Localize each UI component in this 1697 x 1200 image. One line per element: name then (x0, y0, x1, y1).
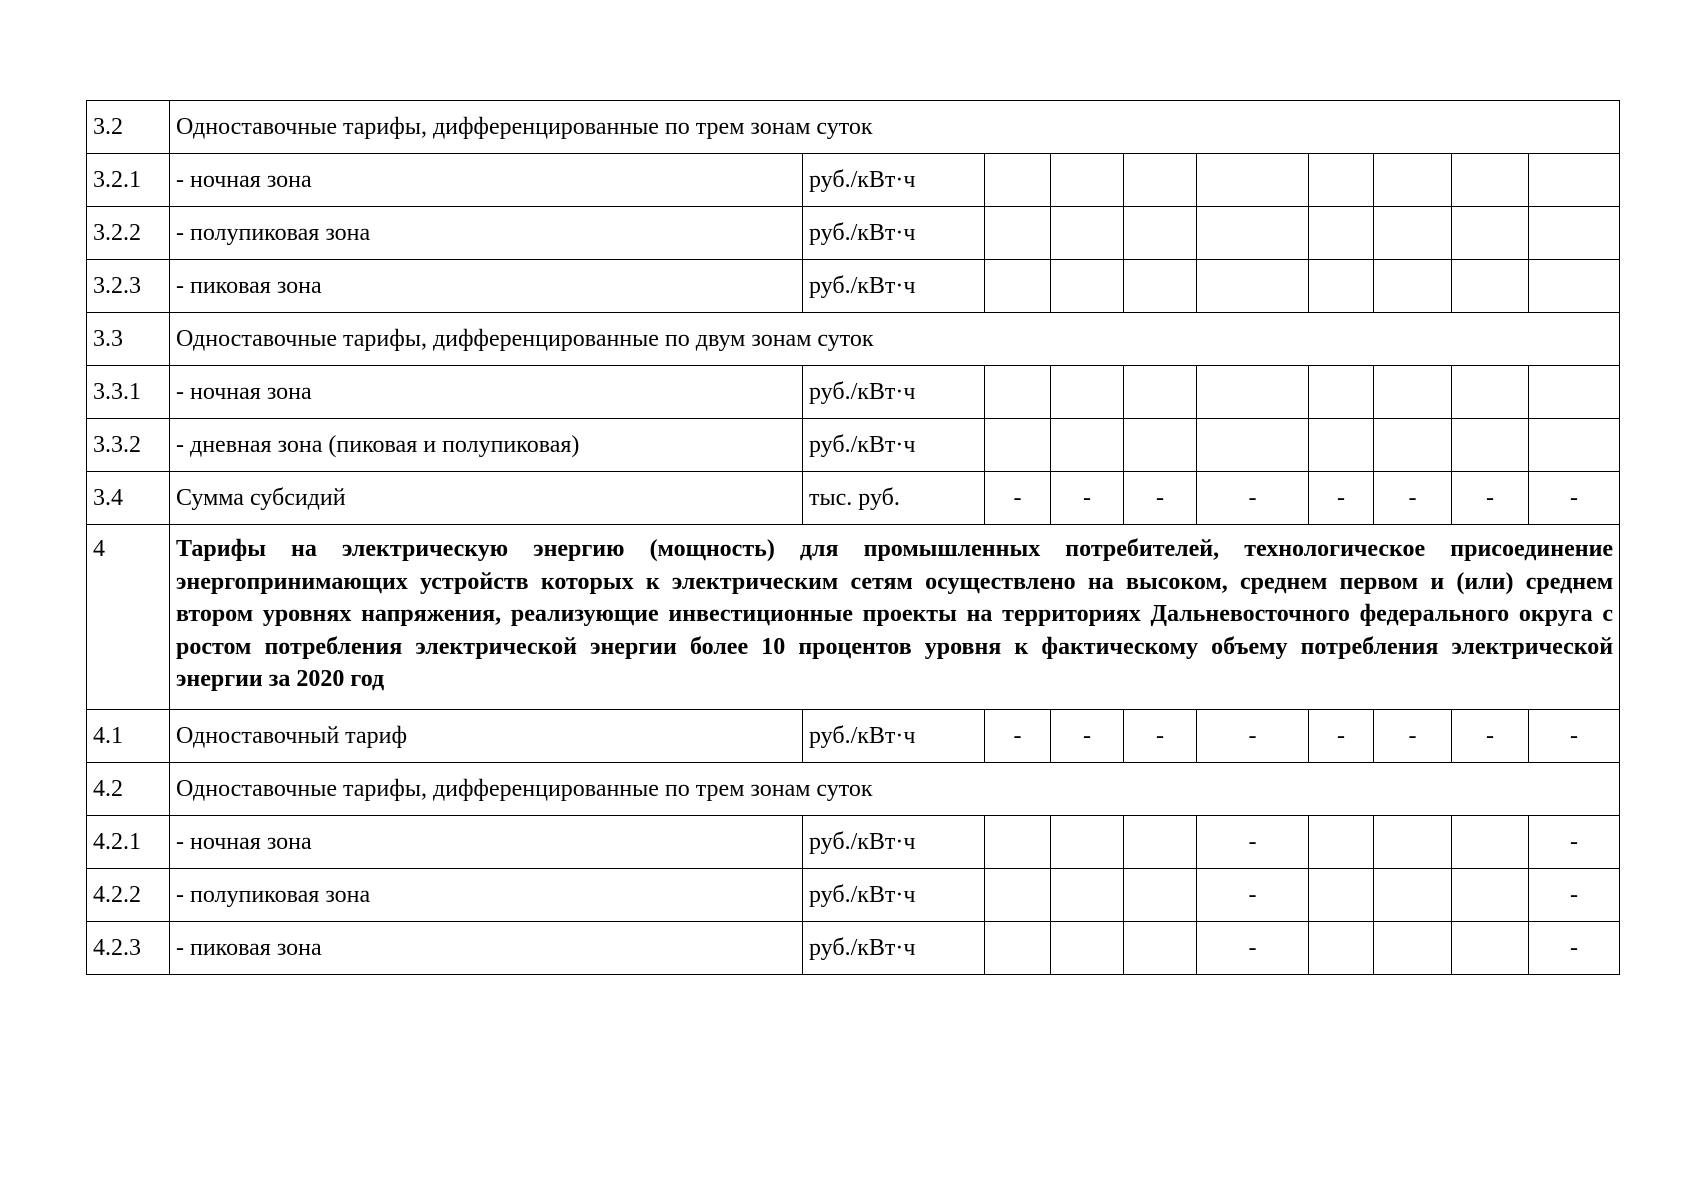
value-cell (1051, 154, 1124, 207)
value-cell (985, 366, 1051, 419)
value-cell (1374, 260, 1452, 313)
row-number: 3.3.2 (87, 419, 170, 472)
row-unit: руб./кВт·ч (803, 154, 985, 207)
table-row (87, 154, 1620, 207)
value-cell: - (1197, 869, 1309, 922)
value-cell (1124, 207, 1197, 260)
value-cell: - (1309, 472, 1374, 525)
row-number: 3.3 (87, 313, 170, 366)
row-name: - пиковая зона (170, 260, 803, 313)
value-cell (1051, 260, 1124, 313)
table-row (87, 525, 1620, 710)
value-cell (985, 419, 1051, 472)
table-row (87, 101, 1620, 154)
value-cell: - (1051, 472, 1124, 525)
value-cell (1124, 816, 1197, 869)
row-name: - дневная зона (пиковая и полупиковая) (170, 419, 803, 472)
value-cell (985, 154, 1051, 207)
row-name: - ночная зона (170, 154, 803, 207)
row-unit: руб./кВт·ч (803, 419, 985, 472)
value-cell (1309, 154, 1374, 207)
value-cell: - (1529, 472, 1620, 525)
row-number: 4.2.3 (87, 922, 170, 975)
value-cell: - (1529, 869, 1620, 922)
value-cell: - (1529, 710, 1620, 763)
row-number: 4.2.1 (87, 816, 170, 869)
section-heading-bold: Тарифы на электрическую энергию (мощность) для промышленных потребителей, технологическое присоединение энергопринимающих устройств которых к электрическим сетям осуществлено на высоком, среднем первом и (или) среднем втором уровнях напряжения, реализующие инвестиционные проекты на территориях Дальневосточного федерального округа с ростом потребления электрической энергии более 10 процентов уровня к фактическому объему потребления электрической энергии за 2020 год (170, 525, 1620, 710)
value-cell (1197, 419, 1309, 472)
value-cell: - (1309, 710, 1374, 763)
value-cell: - (1197, 922, 1309, 975)
row-number: 3.3.1 (87, 366, 170, 419)
row-number: 3.2.2 (87, 207, 170, 260)
value-cell (1452, 366, 1529, 419)
section-heading: Одноставочные тарифы, дифференцированные по трем зонам суток (170, 101, 1620, 154)
value-cell: - (1374, 710, 1452, 763)
value-cell (1529, 207, 1620, 260)
row-number: 3.2.3 (87, 260, 170, 313)
value-cell (1124, 419, 1197, 472)
value-cell (1051, 366, 1124, 419)
value-cell (1051, 419, 1124, 472)
value-cell (1051, 922, 1124, 975)
value-cell (1309, 366, 1374, 419)
value-cell (1452, 816, 1529, 869)
row-name: - полупиковая зона (170, 207, 803, 260)
row-number: 3.2 (87, 101, 170, 154)
value-cell (1452, 207, 1529, 260)
value-cell (1197, 154, 1309, 207)
value-cell (1374, 869, 1452, 922)
value-cell (1452, 260, 1529, 313)
table-row (87, 419, 1620, 472)
value-cell (1124, 154, 1197, 207)
value-cell (1124, 922, 1197, 975)
value-cell: - (1529, 922, 1620, 975)
value-cell (1452, 154, 1529, 207)
value-cell: - (1124, 472, 1197, 525)
row-number: 4.1 (87, 710, 170, 763)
table-row (87, 207, 1620, 260)
row-name: - ночная зона (170, 366, 803, 419)
value-cell (1051, 869, 1124, 922)
row-name: Одноставочный тариф (170, 710, 803, 763)
row-number: 3.2.1 (87, 154, 170, 207)
value-cell (1309, 260, 1374, 313)
value-cell: - (1529, 816, 1620, 869)
value-cell: - (1051, 710, 1124, 763)
row-unit: руб./кВт·ч (803, 207, 985, 260)
value-cell: - (1374, 472, 1452, 525)
row-unit: руб./кВт·ч (803, 710, 985, 763)
value-cell (985, 816, 1051, 869)
value-cell (1529, 260, 1620, 313)
value-cell (1124, 366, 1197, 419)
value-cell: - (985, 472, 1051, 525)
value-cell (1197, 207, 1309, 260)
value-cell (985, 260, 1051, 313)
value-cell (1452, 419, 1529, 472)
row-unit: руб./кВт·ч (803, 366, 985, 419)
row-unit: руб./кВт·ч (803, 922, 985, 975)
row-name: Сумма субсидий (170, 472, 803, 525)
row-unit: тыс. руб. (803, 472, 985, 525)
row-unit: руб./кВт·ч (803, 869, 985, 922)
value-cell: - (1124, 710, 1197, 763)
value-cell: - (1452, 472, 1529, 525)
row-name: - полупиковая зона (170, 869, 803, 922)
value-cell (1374, 922, 1452, 975)
row-number: 4 (87, 525, 170, 710)
value-cell (1051, 816, 1124, 869)
value-cell (1309, 869, 1374, 922)
value-cell (1452, 869, 1529, 922)
value-cell (1374, 816, 1452, 869)
table-row (87, 260, 1620, 313)
tariff-table (86, 100, 1620, 975)
value-cell (1309, 207, 1374, 260)
table-body (87, 101, 1620, 975)
value-cell (1197, 260, 1309, 313)
value-cell (1529, 366, 1620, 419)
row-number: 4.2.2 (87, 869, 170, 922)
value-cell (1309, 922, 1374, 975)
value-cell: - (1197, 816, 1309, 869)
table-row (87, 366, 1620, 419)
table-row (87, 313, 1620, 366)
table-row (87, 710, 1620, 763)
section-heading: Одноставочные тарифы, дифференцированные по трем зонам суток (170, 763, 1620, 816)
value-cell (1309, 419, 1374, 472)
value-cell: - (985, 710, 1051, 763)
section-heading: Одноставочные тарифы, дифференцированные по двум зонам суток (170, 313, 1620, 366)
value-cell (1452, 922, 1529, 975)
row-number: 3.4 (87, 472, 170, 525)
value-cell: - (1452, 710, 1529, 763)
value-cell: - (1197, 710, 1309, 763)
value-cell (1051, 207, 1124, 260)
value-cell: - (1197, 472, 1309, 525)
value-cell (1309, 816, 1374, 869)
value-cell (1529, 419, 1620, 472)
table-row (87, 472, 1620, 525)
table-row (87, 763, 1620, 816)
value-cell (1124, 869, 1197, 922)
row-unit: руб./кВт·ч (803, 260, 985, 313)
table-row (87, 816, 1620, 869)
row-unit: руб./кВт·ч (803, 816, 985, 869)
table-row (87, 869, 1620, 922)
value-cell (1374, 154, 1452, 207)
value-cell (1374, 207, 1452, 260)
row-name: - ночная зона (170, 816, 803, 869)
value-cell (985, 869, 1051, 922)
value-cell (985, 922, 1051, 975)
row-number: 4.2 (87, 763, 170, 816)
value-cell (1124, 260, 1197, 313)
value-cell (1197, 366, 1309, 419)
value-cell (1529, 154, 1620, 207)
value-cell (1374, 366, 1452, 419)
value-cell (1374, 419, 1452, 472)
row-name: - пиковая зона (170, 922, 803, 975)
value-cell (985, 207, 1051, 260)
table-row (87, 922, 1620, 975)
